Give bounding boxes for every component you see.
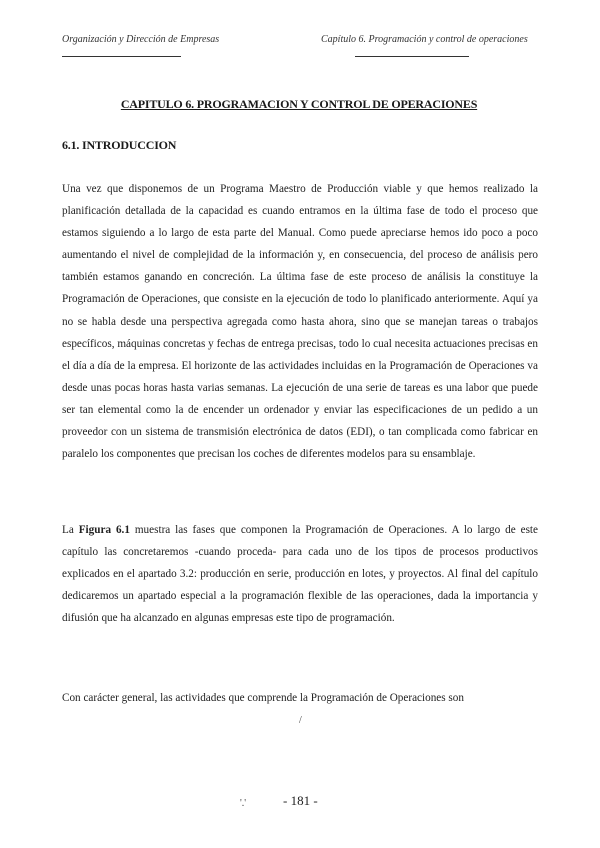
- body-paragraph-2: [62, 519, 538, 629]
- running-header-right: Capítulo 6. Programación y control de operaciones: [321, 34, 528, 45]
- section-title: 6.1. INTRODUCCION: [62, 138, 177, 152]
- running-header-left: Organización y Dirección de Empresas: [62, 34, 220, 45]
- page-number: - 181 -: [283, 793, 318, 808]
- stray-mark: '.': [240, 798, 247, 809]
- figure-reference: Figura 6.1: [78, 524, 130, 536]
- header-rule-left: [62, 56, 181, 57]
- paragraph-2-prefix: La: [62, 524, 79, 536]
- body-paragraph-3: Con carácter general, las actividades que comprende la Programación de Operaciones son: [62, 692, 464, 704]
- body-paragraph-1: Una vez que disponemos de un Programa Maestro de Producción viable y que hemos realizado la planificación detallada de la capacidad es cuando entramos en la última fase de todo el proceso que estamos siguiendo a lo largo de esta parte del Manual. Como puede apreciarse hemos ido poco a poco aumentando el nivel de complejidad de la información y, en consecuencia, del proceso de análisis pero también estamos ganando en concreción. La última fase de este proceso de análisis la constituye la Programación de Operaciones, que consiste en la ejecución de todo lo planificado anteriormente. Aquí ya no se habla desde una perspectiva agregada como hasta ahora, sino que se manejan tareas o trabajos específicos, máquinas concretas y fechas de entrega precisas, todo lo cual necesita actuaciones precisas en el día a día de la empresa. El horizonte de las actividades incluidas en la Programación de Operaciones va desde unas pocas horas hasta varias semanas. La ejecución de una serie de tareas es una labor que puede ser tan elemental como la de encender un ordenador y enviar las especificaciones de un pedido a un proveedor con un sistema de transmisión electrónica de datos (EDI), o tan complicada como fabricar en paralelo los componentes que precisan los coches de diferentes modelos para su ensamblaje.: [62, 183, 538, 461]
- paragraph-2-text: muestra las fases que componen la Programación de Operaciones. A lo largo de este capítulo las concretaremos -cuando proceda- para cada uno de los tipos de procesos productivos explicados en el apartado 3.2: producción en serie, producción en lotes, y proyectos. Al final del capítulo dedicaremos un apartado especial a la programación flexible de las operaciones, dada la importancia y difusión que ha alcanzado en algunas empresas este tipo de programación.: [62, 524, 538, 625]
- stray-mark: /: [299, 715, 302, 726]
- chapter-title: CAPITULO 6. PROGRAMACION Y CONTROL DE OPERACIONES: [120, 97, 478, 111]
- header-rule-right: [355, 56, 469, 57]
